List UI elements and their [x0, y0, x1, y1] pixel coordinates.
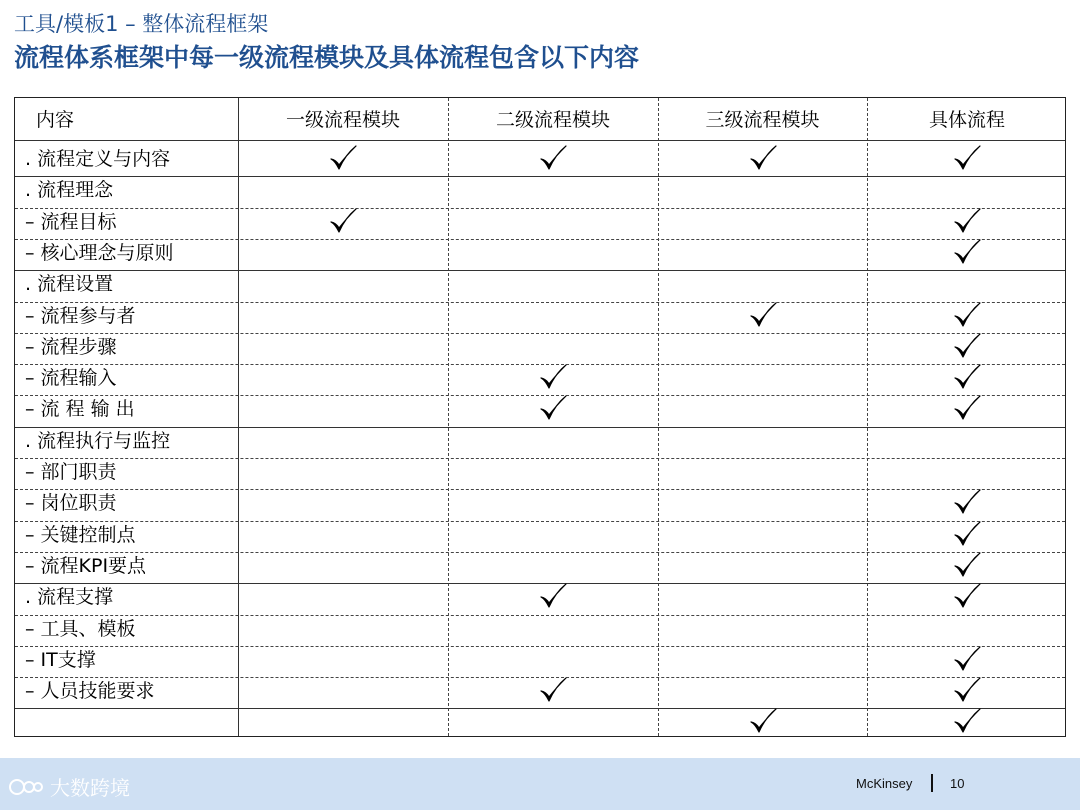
watermark-text: 大数跨境: [50, 776, 130, 800]
row-label: – 流程KPI要点: [25, 554, 147, 577]
header-level1: 一级流程模块: [285, 109, 400, 131]
page-title: 流程体系框架中每一级流程模块及具体流程包含以下内容: [14, 43, 640, 72]
row-divider: [15, 333, 1065, 334]
check-icon: [748, 300, 778, 330]
watermark-logo-icon: [8, 775, 44, 799]
row-divider: [15, 521, 1065, 522]
check-icon: [328, 143, 358, 173]
check-icon: [538, 675, 568, 705]
column-divider: [658, 98, 659, 736]
row-divider: [15, 646, 1065, 647]
brand-name: McKinsey: [856, 776, 913, 791]
process-framework-table: [14, 97, 1066, 737]
row-divider: [15, 270, 1065, 271]
header-level2: 二级流程模块: [495, 109, 610, 131]
check-icon: [952, 644, 982, 674]
row-label: – 人员技能要求: [25, 680, 155, 703]
check-icon: [952, 675, 982, 705]
row-label: – 核心理念与原则: [25, 241, 174, 264]
row-divider: [15, 615, 1065, 616]
header-specific: 具体流程: [928, 109, 1005, 131]
column-divider: [238, 98, 239, 736]
row-label: . 流程定义与内容: [25, 148, 171, 170]
row-label: – 工具、模板: [25, 617, 136, 640]
row-label: – 流程输入: [25, 367, 117, 390]
check-icon: [538, 362, 568, 392]
check-icon: [952, 300, 982, 330]
check-icon: [952, 362, 982, 392]
header-divider: [15, 140, 1065, 141]
row-label: – 流程步骤: [25, 335, 117, 358]
row-divider: [15, 489, 1065, 490]
header-content: 内容: [35, 109, 74, 131]
row-label: – 部门职责: [25, 461, 117, 483]
check-icon: [748, 706, 778, 736]
check-icon: [328, 206, 358, 236]
footer-separator: [931, 774, 933, 792]
check-icon: [748, 143, 778, 173]
row-label: – IT支撑: [25, 648, 96, 671]
check-icon: [952, 487, 982, 517]
header-level3: 三级流程模块: [705, 109, 820, 131]
row-label: . 流程执行与监控: [25, 429, 171, 452]
check-icon: [538, 581, 568, 611]
row-divider: [15, 552, 1065, 553]
check-icon: [952, 706, 982, 736]
row-label: – 岗位职责: [25, 492, 117, 515]
check-icon: [952, 393, 982, 423]
row-divider: [15, 302, 1065, 303]
column-divider: [867, 98, 868, 736]
row-divider: [15, 176, 1065, 177]
row-label: – 流 程 输 出: [25, 398, 135, 421]
row-divider: [15, 708, 1065, 709]
row-divider: [15, 427, 1065, 428]
row-divider: [15, 208, 1065, 209]
row-label: . 流程支撑: [25, 586, 114, 609]
footer-bar: [0, 758, 1080, 810]
check-icon: [952, 550, 982, 580]
check-icon: [952, 331, 982, 361]
row-divider: [15, 458, 1065, 459]
row-label: – 流程参与者: [25, 304, 136, 327]
check-icon: [952, 237, 982, 267]
watermark: [8, 772, 130, 801]
check-icon: [538, 393, 568, 423]
row-label: – 流程目标: [25, 210, 117, 233]
row-label: . 流程设置: [25, 273, 114, 296]
check-icon: [538, 143, 568, 173]
check-icon: [952, 581, 982, 611]
column-divider: [448, 98, 449, 736]
page-number: 10: [950, 776, 965, 791]
check-icon: [952, 206, 982, 236]
check-icon: [952, 519, 982, 549]
row-label: . 流程理念: [25, 179, 114, 202]
check-icon: [952, 143, 982, 173]
page-subtitle: 工具/模板1 – 整体流程框架: [14, 12, 269, 36]
row-label: – 关键控制点: [25, 523, 136, 546]
